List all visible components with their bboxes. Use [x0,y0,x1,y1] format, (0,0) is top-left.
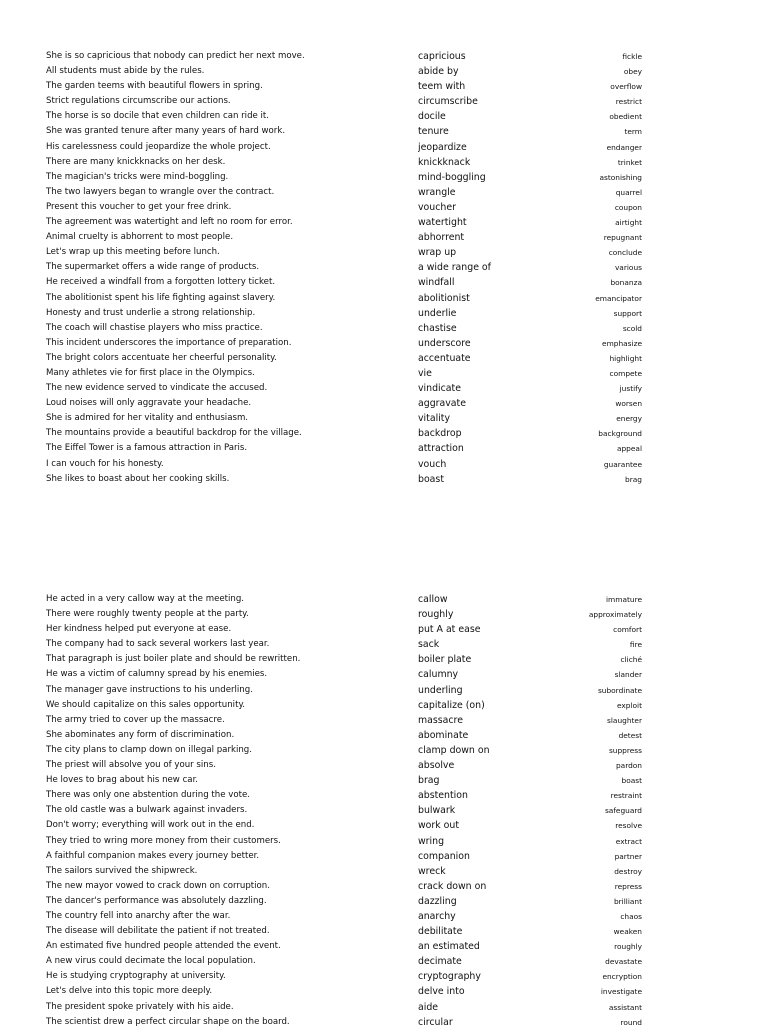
example-sentence: The bright colors accentuate her cheerful personality. [46,352,277,363]
example-sentence: There are many knickknacks on her desk. [46,156,226,167]
synonym: obey [623,67,642,77]
synonym: subordinate [597,685,642,695]
synonym: fickle [622,52,642,61]
vocab-term: tenure [418,126,449,138]
example-sentence: The agreement was watertight and left no room for error. [46,217,293,228]
example-sentence: There were roughly twenty people at the party. [46,609,249,620]
vocab-row [0,803,768,818]
synonym: appeal [616,444,642,454]
vocab-row [0,109,768,124]
vocab-term: abhorrent [418,232,465,244]
example-sentence: The old castle was a bulwark against invaders. [46,805,248,816]
example-sentence: She is so capricious that nobody can predict her next move. [46,51,305,61]
vocab-term: aide [418,1001,439,1013]
vocab-row [0,351,768,366]
vocab-term: vie [418,367,432,379]
vocab-row [0,637,768,652]
example-sentence: The manager gave instructions to his underling. [46,684,253,695]
vocab-row [0,200,768,215]
synonym: obedient [609,112,642,122]
vocab-term: massacre [418,714,463,726]
example-sentence: The supermarket offers a wide range of products. [46,262,260,273]
vocab-row [0,260,768,275]
synonym: suppress [608,745,642,755]
synonym: restrict [615,97,642,107]
vocab-term: a wide range of [418,262,491,274]
vocab-row [0,698,768,713]
synonym: chaos [620,911,642,921]
vocab-term: watertight [418,217,467,229]
vocab-term: jeopardize [418,141,467,153]
synonym: emancipator [595,293,642,303]
synonym: compete [609,368,642,378]
example-sentence: The horse is so docile that even children can ride it. [46,111,270,122]
vocab-row [0,1000,768,1015]
vocab-row [0,155,768,170]
synonym: approximately [588,610,642,620]
vocab-term: voucher [418,201,456,213]
vocab-term: abstention [418,790,468,802]
example-sentence: He received a windfall from a forgotten lottery ticket. [46,277,276,288]
vocab-row [0,124,768,139]
vocab-row [0,683,768,698]
synonym: endanger [606,142,642,152]
example-sentence: A faithful companion makes every journey better. [46,850,260,861]
vocab-row [0,924,768,939]
vocab-row [0,667,768,682]
synonym: investigate [600,987,642,997]
synonym: airtight [615,218,642,228]
vocab-term: teem with [418,81,466,93]
vocab-term: bulwark [418,805,456,817]
synonym: scold [622,323,642,333]
vocab-term: absolve [418,760,455,772]
vocab-term: anarchy [418,910,456,922]
synonym: cliché [620,655,642,665]
vocab-row [0,170,768,185]
vocab-term: sack [418,639,440,651]
vocab-row [0,215,768,230]
synonym: support [613,308,642,318]
vocab-row [0,230,768,245]
example-sentence: They tried to wring more money from their customers. [46,835,281,846]
synonym: justify [619,384,642,394]
example-sentence: Loud noises will only aggravate your headache. [46,398,252,409]
synonym: emphasize [602,338,642,348]
synonym: safeguard [604,806,642,816]
vocab-term: vouch [418,458,447,470]
vocab-term: clamp down on [418,744,490,756]
synonym: overflow [610,82,642,92]
vocab-row [0,441,768,456]
synonym: fire [629,640,642,650]
vocab-term: abominate [418,729,469,741]
vocab-term: capricious [418,51,466,62]
synonym: guarantee [603,459,642,469]
vocab-term: calumny [418,669,459,681]
vocab-row [0,245,768,260]
vocab-term: crack down on [418,880,487,892]
example-sentence: The scientist drew a perfect circular shape on the board. [46,1016,290,1027]
vocab-row [0,396,768,411]
example-sentence: She was granted tenure after many years of hard work. [46,126,286,137]
vocab-term: roughly [418,609,454,621]
example-sentence: This incident underscores the importance of preparation. [46,337,292,348]
vocab-row [0,849,768,864]
example-sentence: Strict regulations circumscribe our actions. [46,96,231,107]
vocab-row [0,743,768,758]
vocab-term: an estimated [418,941,480,953]
vocab-row [0,291,768,306]
vocab-row [0,984,768,999]
example-sentence: The dancer's performance was absolutely dazzling. [46,895,267,906]
example-sentence: The mountains provide a beautiful backdrop for the village. [46,428,302,439]
synonym: pardon [615,761,642,771]
vocab-term: wrap up [418,247,457,259]
vocab-row [0,94,768,109]
vocab-term: windfall [418,277,455,289]
example-sentence: Don't worry; everything will work out in the end. [46,820,255,831]
synonym: devastate [605,957,642,967]
vocab-term: abide by [418,66,459,78]
vocab-row [0,64,768,79]
vocab-term: brag [418,775,440,787]
vocab-row [0,185,768,200]
example-sentence: The abolitionist spent his life fighting against slavery. [46,292,276,303]
vocab-term: companion [418,850,470,862]
example-sentence: Her kindness helped put everyone at ease. [46,624,232,635]
synonym: brag [625,474,642,484]
example-sentence: The country fell into anarchy after the war. [46,910,231,921]
vocab-row [0,457,768,472]
example-sentence: Present this voucher to get your free drink. [46,201,232,212]
vocab-term: wring [418,835,445,847]
example-sentence: The disease will debilitate the patient if not treated. [46,926,270,937]
synonym: energy [616,414,642,424]
synonym: slander [614,670,642,680]
example-sentence: She abominates any form of discrimination. [46,729,235,740]
synonym: trinket [617,157,642,167]
example-sentence: That paragraph is just boiler plate and should be rewritten. [46,654,301,665]
vocab-row [0,411,768,426]
vocab-term: boiler plate [418,654,472,666]
vocab-row [0,607,768,622]
synonym: detest [618,730,642,740]
vocab-term: capitalize (on) [418,699,485,711]
vocab-term: underscore [418,337,471,349]
example-sentence: The company had to sack several workers last year. [46,639,270,650]
vocab-term: cryptography [418,971,481,983]
vocab-row [0,49,768,64]
vocab-row [0,758,768,773]
example-sentence: The city plans to clamp down on illegal parking. [46,744,252,755]
example-sentence: The new evidence served to vindicate the accused. [46,383,268,394]
example-sentence: Let's delve into this topic more deeply. [46,986,213,997]
synonym: slaughter [607,715,642,725]
vocab-row [0,140,768,155]
synonym: bonanza [610,278,642,288]
vocab-term: callow [418,594,448,605]
vocab-term: vitality [418,413,451,425]
vocab-term: vindicate [418,383,461,395]
vocab-row [0,954,768,969]
vocab-row [0,879,768,894]
vocab-section-2 [0,592,768,1030]
vocab-row [0,728,768,743]
example-sentence: All students must abide by the rules. [46,66,205,77]
synonym: coupon [614,202,642,212]
example-sentence: The army tried to cover up the massacre. [46,714,225,725]
example-sentence: The Eiffel Tower is a famous attraction in Paris. [46,443,248,454]
example-sentence: An estimated five hundred people attended the event. [46,941,281,952]
synonym: repress [614,881,642,891]
example-sentence: His carelessness could jeopardize the whole project. [46,141,271,152]
vocab-row [0,1015,768,1030]
example-sentence: She is admired for her vitality and enthusiasm. [46,413,249,424]
example-sentence: He was a victim of calumny spread by his enemies. [46,669,268,680]
example-sentence: There was only one abstention during the vote. [46,790,251,801]
example-sentence: The new mayor vowed to crack down on corruption. [46,880,270,891]
vocab-term: circular [418,1016,453,1028]
vocab-row [0,773,768,788]
example-sentence: We should capitalize on this sales opportunity. [46,699,246,710]
vocab-row [0,336,768,351]
vocab-row [0,834,768,849]
vocab-row [0,426,768,441]
synonym: various [614,263,642,273]
synonym: extract [615,836,642,846]
vocab-term: accentuate [418,352,471,364]
example-sentence: A new virus could decimate the local population. [46,956,256,967]
vocab-term: put A at ease [418,624,481,636]
vocab-row [0,788,768,803]
example-sentence: He acted in a very callow way at the meeting. [46,594,245,604]
vocab-term: decimate [418,956,462,968]
vocab-term: abolitionist [418,292,470,304]
example-sentence: Honesty and trust underlie a strong relationship. [46,307,256,318]
synonym: partner [614,851,642,861]
example-sentence: The sailors survived the shipwreck. [46,865,198,876]
example-sentence: He is studying cryptography at university. [46,971,226,982]
synonym: assistant [608,1002,642,1012]
example-sentence: Animal cruelty is abhorrent to most people. [46,232,234,243]
vocab-section-1 [0,49,768,487]
vocab-row [0,472,768,487]
synonym: boast [621,776,642,786]
vocab-term: knickknack [418,156,471,168]
vocab-term: underling [418,684,463,696]
example-sentence: The priest will absolve you of your sins. [46,760,216,771]
vocab-row [0,909,768,924]
example-sentence: The two lawyers began to wrangle over the contract. [46,186,275,197]
vocab-row [0,939,768,954]
vocab-row [0,818,768,833]
vocab-term: attraction [418,443,464,455]
vocab-row [0,275,768,290]
synonym: round [620,1017,642,1027]
vocab-term: mind-boggling [418,171,486,183]
vocab-row [0,592,768,607]
synonym: encryption [602,972,642,982]
vocab-term: circumscribe [418,96,478,108]
example-sentence: The magician's tricks were mind-boggling. [46,171,229,182]
synonym: worsen [615,399,642,409]
vocab-term: wreck [418,865,446,877]
vocab-term: debilitate [418,926,463,938]
vocab-term: boast [418,473,444,485]
vocab-row [0,713,768,728]
synonym: resolve [615,821,642,831]
synonym: destroy [614,866,642,876]
synonym: highlight [609,353,642,363]
vocab-term: backdrop [418,428,462,440]
synonym: repugnant [603,233,642,243]
synonym: background [598,429,642,439]
synonym: conclude [608,248,642,258]
vocab-row [0,321,768,336]
vocab-term: wrangle [418,186,456,198]
synonym: immature [606,595,642,604]
vocab-row [0,306,768,321]
example-sentence: The garden teems with beautiful flowers in spring. [46,81,263,92]
example-sentence: She likes to boast about her cooking skills. [46,473,230,484]
vocab-row [0,381,768,396]
vocab-term: dazzling [418,895,457,907]
synonym: astonishing [599,172,642,182]
vocab-row [0,652,768,667]
vocab-row [0,622,768,637]
example-sentence: I can vouch for his honesty. [46,458,164,469]
vocab-row [0,969,768,984]
synonym: exploit [616,700,642,710]
vocab-term: chastise [418,322,457,334]
synonym: comfort [613,625,642,635]
vocab-term: underlie [418,307,457,319]
vocab-row [0,366,768,381]
vocab-term: aggravate [418,398,466,410]
synonym: term [624,127,642,137]
example-sentence: He loves to brag about his new car. [46,775,199,786]
example-sentence: Many athletes vie for first place in the Olympics. [46,367,255,378]
vocab-row [0,79,768,94]
example-sentence: The president spoke privately with his aide. [46,1001,234,1012]
example-sentence: The coach will chastise players who miss practice. [46,322,263,333]
vocab-term: docile [418,111,446,123]
synonym: restraint [610,791,642,801]
synonym: quarrel [615,187,642,197]
vocab-term: delve into [418,986,465,998]
vocab-row [0,894,768,909]
synonym: brilliant [613,896,642,906]
synonym: weaken [613,927,642,937]
vocab-row [0,864,768,879]
vocab-term: work out [418,820,460,832]
synonym: roughly [614,942,642,952]
example-sentence: Let's wrap up this meeting before lunch. [46,247,220,258]
